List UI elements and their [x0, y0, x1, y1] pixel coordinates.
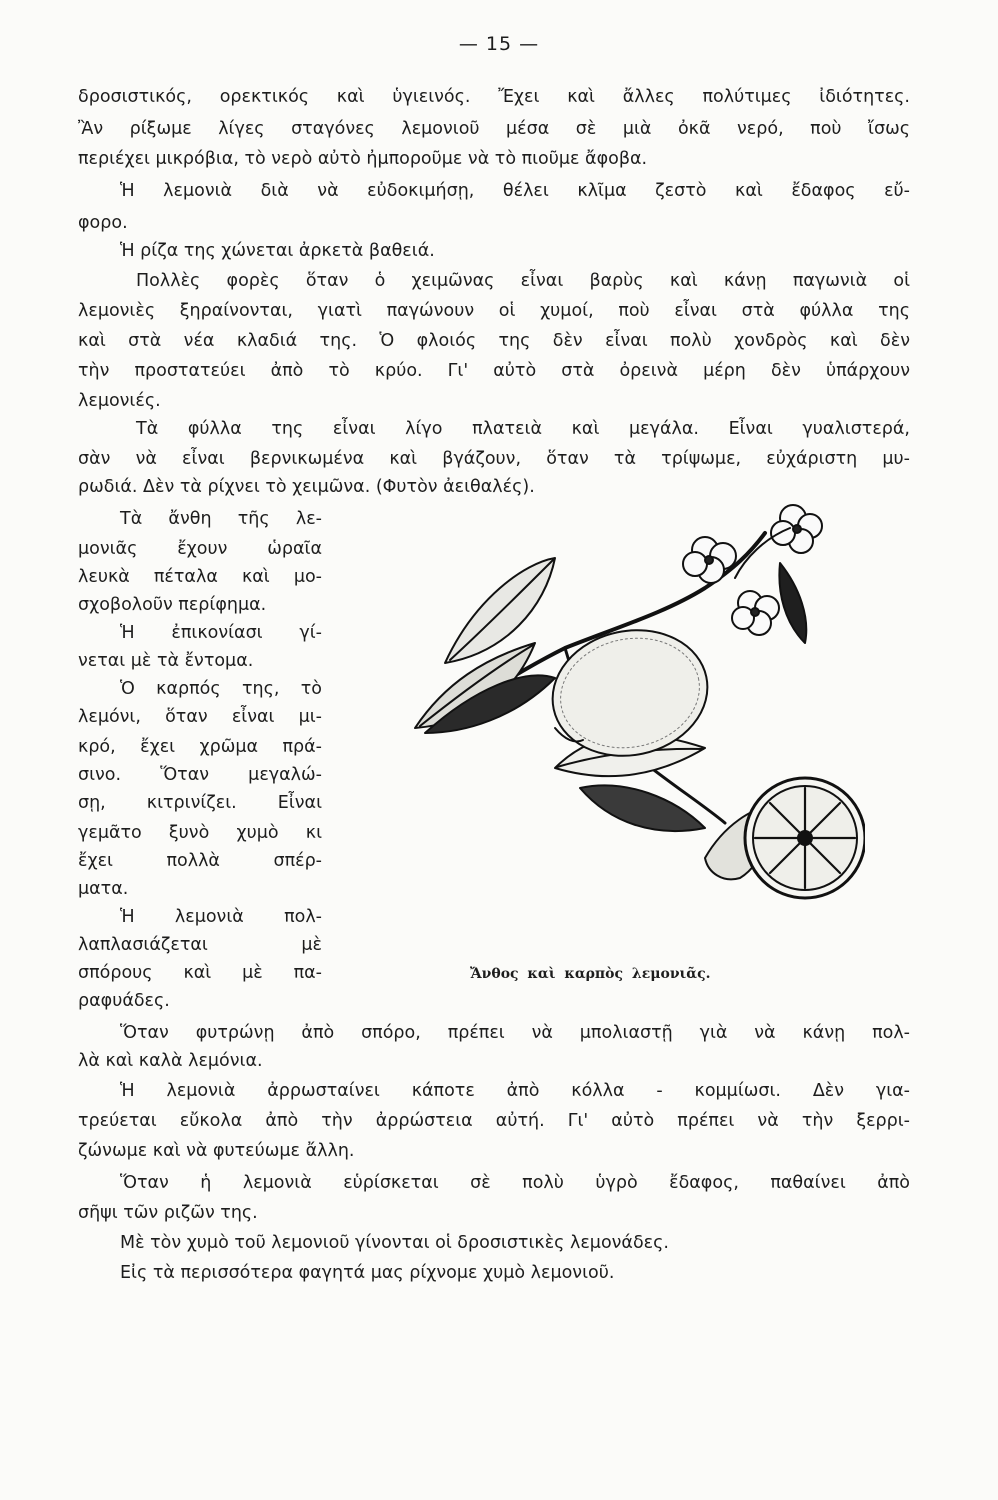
- text-line: Ὅταν ἡ λεμονιὰ εὑρίσκεται σὲ πολὺ ὑγρὸ ἔδαφος, παθαίνει ἀπὸ: [120, 1173, 910, 1193]
- column-line: κρό, ἔχει χρῶμα πρά-: [78, 737, 322, 757]
- column-line: γεμᾶτο ξυνὸ χυμὸ κι: [78, 823, 322, 843]
- text-line: περιέχει μικρόβια, τὸ νερὸ αὐτὸ ἠμποροῦμε νὰ τὸ πιοῦμε ἄφοβα.: [78, 149, 648, 169]
- column-line: σῃ, κιτρινίζει. Εἶναι: [78, 793, 322, 813]
- column-line: Ἡ λεμονιὰ πολ-: [120, 907, 322, 927]
- column-line: σινο. Ὅταν μεγαλώ-: [78, 765, 322, 785]
- text-line: σὰν νὰ εἶναι βερνικωμένα καὶ βγάζουν, ὅταν τὰ τρίψωμε, εὐχάριστη μυ-: [78, 449, 910, 469]
- text-line: ζώνωμε καὶ νὰ φυτεύωμε ἄλλη.: [78, 1141, 355, 1161]
- column-line: νεται μὲ τὰ ἔντομα.: [78, 651, 254, 671]
- text-line: Τὰ φύλλα της εἶναι λίγο πλατειὰ καὶ μεγάλα. Εἶναι γυαλιστερά,: [136, 419, 910, 439]
- text-line: Μὲ τὸν χυμὸ τοῦ λεμονιοῦ γίνονται οἱ δροσιστικὲς λεμονάδες.: [120, 1233, 669, 1253]
- text-line: Ὅταν φυτρώνῃ ἀπὸ σπόρο, πρέπει νὰ μπολιαστῇ γιὰ νὰ κάνῃ πολ-: [120, 1023, 910, 1043]
- column-line: μονιᾶς ἔχουν ὡραῖα: [78, 539, 322, 559]
- lemon-branch-illustration: [405, 478, 865, 958]
- text-line: Ἡ ρίζα της χώνεται ἀρκετὰ βαθειά.: [120, 241, 435, 261]
- column-line: Ὁ καρπός της, τὸ: [120, 679, 322, 699]
- text-line: δροσιστικός, ορεκτικός καὶ ὑγιεινός. Ἔχει καὶ ἄλλες πολύτιμες ἰδιότητες.: [78, 87, 910, 107]
- text-line: Ἡ λεμονιὰ διὰ νὰ εὐδοκιμήσῃ, θέλει κλῖμα ζεστὸ καὶ ἔδαφος εὔ-: [120, 181, 910, 201]
- column-line: σπόρους καὶ μὲ πα-: [78, 963, 322, 983]
- text-line: Πολλὲς φορὲς ὅταν ὁ χειμῶνας εἶναι βαρὺς καὶ κάνῃ παγωνιὰ οἱ: [136, 271, 910, 291]
- text-line: σῆψι τῶν ριζῶν της.: [78, 1203, 258, 1223]
- text-line: τὴν προστατεύει ἀπὸ τὸ κρύο. Γι' αὐτὸ στὰ ὀρεινὰ μέρη δὲν ὑπάρχουν: [78, 361, 910, 381]
- page-number: — 15 —: [458, 33, 540, 55]
- text-line: τρεύεται εὔκολα ἀπὸ τὴν ἀρρώστεια αὐτή. Γι' αὐτὸ πρέπει νὰ τὴν ξερρι-: [78, 1111, 910, 1131]
- column-line: ραφυάδες.: [78, 991, 170, 1011]
- column-line: ἔχει πολλὰ σπέρ-: [78, 851, 322, 871]
- text-line: Ἂν ρίξωμε λίγες σταγόνες λεμονιοῦ μέσα σὲ μιὰ ὀκᾶ νερό, ποὺ ἴσως: [78, 119, 910, 139]
- text-line: λεμονιὲς ξηραίνονται, γιατὶ παγώνουν οἱ χυμοί, ποὺ εἶναι στὰ φύλλα της: [78, 301, 910, 321]
- text-line: ρωδιά. Δὲν τὰ ρίχνει τὸ χειμῶνα. (Φυτὸν ἀειθαλές).: [78, 477, 535, 497]
- text-line: λὰ καὶ καλὰ λεμόνια.: [78, 1051, 263, 1071]
- text-line: Ἡ λεμονιὰ ἀρρωσταίνει κάποτε ἀπὸ κόλλα - κομμίωσι. Δὲν για-: [120, 1081, 910, 1101]
- text-line: λεμονιές.: [78, 391, 161, 411]
- column-line: λαπλασιάζεται μὲ: [78, 935, 322, 955]
- text-line: φορο.: [78, 213, 128, 233]
- text-line: καὶ στὰ νέα κλαδιά της. Ὁ φλοιός της δὲν εἶναι πολὺ χονδρὸς καὶ δὲν: [78, 331, 910, 351]
- figure-caption: Ἄνθος καὶ καρπὸς λεμονιᾶς.: [470, 966, 711, 982]
- column-line: λεμόνι, ὅταν εἶναι μι-: [78, 707, 322, 727]
- column-line: ματα.: [78, 879, 129, 899]
- column-line: λευκὰ πέταλα καὶ μο-: [78, 567, 322, 587]
- text-line: Εἰς τὰ περισσότερα φαγητά μας ρίχνομε χυμὸ λεμονιοῦ.: [120, 1263, 615, 1283]
- column-line: Ἡ ἐπικονίασι γί-: [120, 623, 322, 643]
- column-line: σχοβολοῦν περίφημα.: [78, 595, 267, 615]
- column-line: Τὰ ἄνθη τῆς λε-: [120, 509, 322, 529]
